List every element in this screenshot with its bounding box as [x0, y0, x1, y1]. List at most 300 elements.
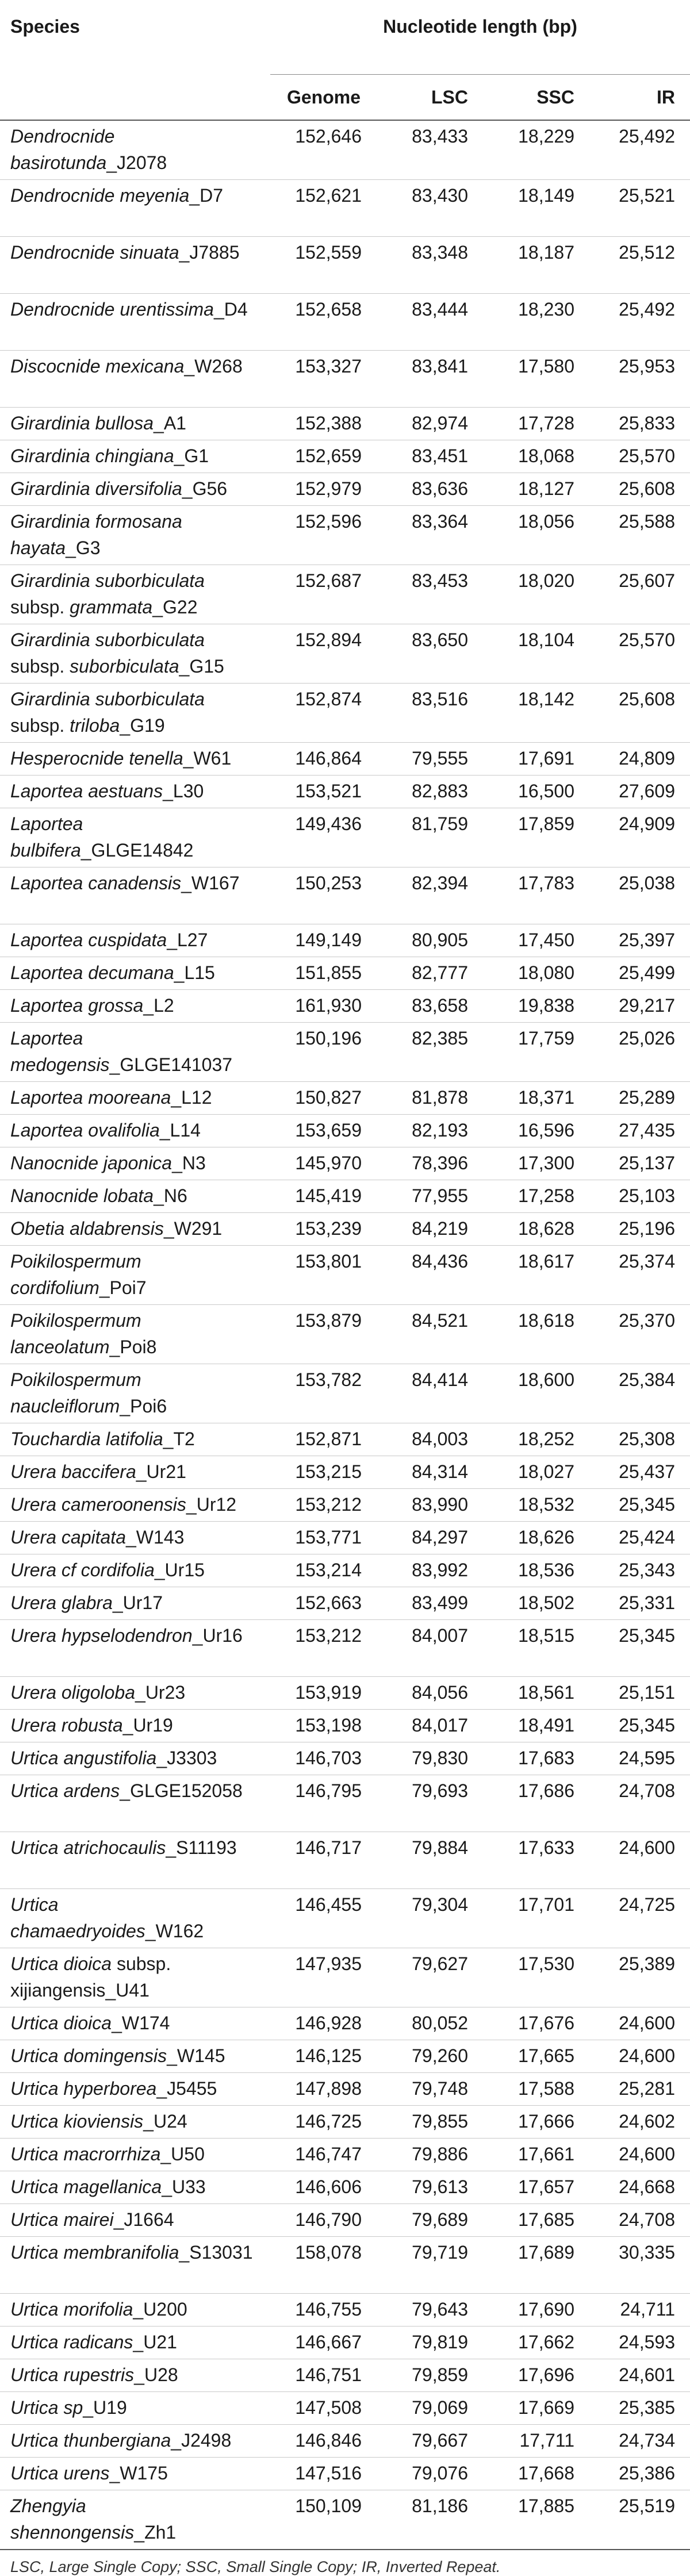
- species-name: Poikilospermum cordifolium: [10, 1251, 141, 1298]
- ir-cell: 25,512: [589, 237, 690, 294]
- subspecies-abbrev: subsp.: [10, 656, 70, 677]
- genome-cell: 147,508: [270, 2392, 377, 2425]
- sample-code: _D4: [213, 299, 248, 320]
- lsc-cell: 79,260: [377, 2040, 483, 2073]
- table-row: [0, 808, 690, 867]
- genome-cell: 153,212: [270, 1620, 377, 1677]
- species-cell: [0, 1115, 270, 1147]
- genome-cell: 153,215: [270, 1456, 377, 1489]
- ssc-cell: 18,532: [483, 1489, 589, 1522]
- subspecies-abbrev: subsp.: [10, 597, 70, 617]
- table-row: [0, 1180, 690, 1213]
- ssc-cell: 17,859: [483, 808, 589, 867]
- table-header: [0, 0, 690, 120]
- ir-cell: 24,711: [589, 2294, 690, 2327]
- genome-cell: 153,879: [270, 1305, 377, 1364]
- sample-code: _T2: [163, 1429, 195, 1449]
- sample-code: _G15: [179, 656, 224, 677]
- ssc-cell: 17,657: [483, 2171, 589, 2204]
- ir-cell: 25,196: [589, 1213, 690, 1246]
- species-name: Girardinia suborbiculata: [10, 570, 205, 591]
- sample-code: _G56: [182, 478, 228, 499]
- species-name: Laportea bulbifera: [10, 813, 83, 861]
- species-name: Hesperocnide tenella: [10, 748, 183, 769]
- table-row: [0, 2204, 690, 2237]
- table-row: [0, 1554, 690, 1587]
- ssc-cell: 17,783: [483, 867, 589, 924]
- lsc-cell: 81,878: [377, 1082, 483, 1115]
- ir-cell: 24,734: [589, 2425, 690, 2458]
- species-cell: [0, 1775, 270, 1832]
- genome-cell: 152,596: [270, 506, 377, 565]
- species-name: Urtica kioviensis: [10, 2111, 144, 2132]
- ssc-cell: 18,142: [483, 684, 589, 743]
- sample-code: _N6: [154, 1185, 187, 1206]
- lsc-cell: 84,003: [377, 1423, 483, 1456]
- genome-cell: 153,801: [270, 1246, 377, 1305]
- species-cell: [0, 2294, 270, 2327]
- lsc-cell: 77,955: [377, 1180, 483, 1213]
- lsc-cell: 83,444: [377, 294, 483, 351]
- ir-cell: 25,570: [589, 624, 690, 684]
- ir-cell: 25,289: [589, 1082, 690, 1115]
- genome-cell: 146,846: [270, 2425, 377, 2458]
- table-row: [0, 1213, 690, 1246]
- lsc-cell: 83,992: [377, 1554, 483, 1587]
- table-row: [0, 294, 690, 351]
- ssc-cell: 18,536: [483, 1554, 589, 1587]
- genome-cell: 153,782: [270, 1364, 377, 1423]
- sample-code: _GLGE14842: [80, 840, 194, 861]
- ir-cell: 25,370: [589, 1305, 690, 1364]
- sample-code: _W145: [167, 2045, 225, 2066]
- sample-code: _J5455: [156, 2078, 217, 2099]
- table-row: [0, 2073, 690, 2106]
- ssc-cell: 18,491: [483, 1710, 589, 1742]
- ir-cell: 24,708: [589, 1775, 690, 1832]
- ir-cell: 25,151: [589, 1677, 690, 1710]
- ir-cell: 25,385: [589, 2392, 690, 2425]
- species-cell: [0, 1082, 270, 1115]
- sample-code: _W143: [125, 1527, 185, 1548]
- species-cell: [0, 2458, 270, 2490]
- ir-cell: 25,331: [589, 1587, 690, 1620]
- species-cell: [0, 2171, 270, 2204]
- ir-cell: 25,397: [589, 924, 690, 957]
- sample-code: _D7: [189, 185, 223, 206]
- species-cell: [0, 743, 270, 776]
- subspecies-name: suborbiculata: [70, 656, 179, 677]
- ir-cell: 25,026: [589, 1023, 690, 1082]
- lsc-cell: 83,451: [377, 440, 483, 473]
- subspecies-abbrev: subsp.: [10, 715, 70, 736]
- sample-code: _W167: [181, 873, 240, 893]
- table-row: [0, 1364, 690, 1423]
- ssc-cell: 17,686: [483, 1775, 589, 1832]
- sample-code: _L15: [174, 962, 215, 983]
- species-cell: [0, 1147, 270, 1180]
- genome-cell: 152,871: [270, 1423, 377, 1456]
- table-row: [0, 1948, 690, 2007]
- lsc-cell: 79,884: [377, 1832, 483, 1889]
- ir-cell: 25,588: [589, 506, 690, 565]
- sample-code: _G1: [174, 446, 209, 466]
- species-name: Poikilospermum lanceolatum: [10, 1310, 141, 1357]
- species-name: Urtica domingensis: [10, 2045, 167, 2066]
- ir-cell: 25,519: [589, 2490, 690, 2550]
- species-cell: [0, 1587, 270, 1620]
- table-row: [0, 1832, 690, 1889]
- species-name: Laportea decumana: [10, 962, 174, 983]
- table-row: [0, 1147, 690, 1180]
- ssc-cell: 17,689: [483, 2237, 589, 2294]
- sample-code: _S13031: [179, 2242, 253, 2263]
- lsc-cell: 79,719: [377, 2237, 483, 2294]
- lsc-cell: 84,521: [377, 1305, 483, 1364]
- ssc-cell: 17,685: [483, 2204, 589, 2237]
- table-row: [0, 120, 690, 180]
- sample-code: _Zh1: [134, 2522, 177, 2543]
- ir-cell: 25,345: [589, 1620, 690, 1677]
- genome-cell: 145,419: [270, 1180, 377, 1213]
- lsc-cell: 78,396: [377, 1147, 483, 1180]
- species-name: Girardinia suborbiculata: [10, 629, 205, 650]
- species-cell: [0, 1948, 270, 2007]
- ssc-cell: 17,759: [483, 1023, 589, 1082]
- ssc-cell: 16,596: [483, 1115, 589, 1147]
- species-cell: [0, 1180, 270, 1213]
- ir-cell: 24,725: [589, 1889, 690, 1948]
- species-column-header: Species: [0, 0, 270, 120]
- ssc-cell: 18,561: [483, 1677, 589, 1710]
- species-cell: [0, 1522, 270, 1554]
- sample-code: _Poi6: [120, 1396, 167, 1416]
- species-cell: [0, 1023, 270, 1082]
- lsc-cell: 84,314: [377, 1456, 483, 1489]
- sample-code: _U19: [83, 2397, 127, 2418]
- lsc-cell: 81,759: [377, 808, 483, 867]
- species-name: Dendrocnide urentissima: [10, 299, 214, 320]
- ssc-cell: 18,149: [483, 180, 589, 237]
- sample-code: _G3: [66, 538, 101, 558]
- table-row: [0, 743, 690, 776]
- table-row: [0, 2040, 690, 2073]
- sample-code: _L27: [167, 930, 208, 950]
- lsc-cell: 84,219: [377, 1213, 483, 1246]
- species-name: Urtica ardens: [10, 1780, 120, 1801]
- species-cell: [0, 2490, 270, 2550]
- species-cell: [0, 1620, 270, 1677]
- ir-cell: 24,909: [589, 808, 690, 867]
- ssc-cell: 18,252: [483, 1423, 589, 1456]
- ssc-cell: 18,626: [483, 1522, 589, 1554]
- sample-code: _U33: [162, 2176, 206, 2197]
- table-row: [0, 2171, 690, 2204]
- species-name: Nanocnide lobata: [10, 1185, 154, 1206]
- species-cell: [0, 1305, 270, 1364]
- species-cell: [0, 990, 270, 1023]
- ir-cell: 24,595: [589, 1742, 690, 1775]
- table-row: [0, 351, 690, 408]
- table-row: [0, 2237, 690, 2294]
- table-row: [0, 2490, 690, 2550]
- table-row: [0, 1115, 690, 1147]
- table-row: [0, 1423, 690, 1456]
- sample-code: _Ur21: [136, 1461, 186, 1482]
- lsc-cell: 83,430: [377, 180, 483, 237]
- table-row: [0, 2425, 690, 2458]
- lsc-cell: 80,905: [377, 924, 483, 957]
- ssc-cell: 17,701: [483, 1889, 589, 1948]
- sample-code: _W174: [112, 2013, 170, 2033]
- lsc-cell: 79,069: [377, 2392, 483, 2425]
- ir-cell: 30,335: [589, 2237, 690, 2294]
- species-name: Girardinia bullosa: [10, 413, 154, 433]
- sample-code: _L12: [171, 1087, 212, 1108]
- lsc-cell: 83,433: [377, 120, 483, 180]
- species-cell: [0, 1677, 270, 1710]
- table-row: [0, 180, 690, 237]
- table-row: [0, 2294, 690, 2327]
- species-cell: [0, 2007, 270, 2040]
- ssc-cell: 17,676: [483, 2007, 589, 2040]
- ir-cell: 25,038: [589, 867, 690, 924]
- sample-code: _W268: [184, 356, 243, 377]
- lsc-cell: 79,613: [377, 2171, 483, 2204]
- species-name: Obetia aldabrensis: [10, 1218, 164, 1239]
- ssc-cell: 17,633: [483, 1832, 589, 1889]
- ssc-cell: 17,588: [483, 2073, 589, 2106]
- genome-cell: 153,239: [270, 1213, 377, 1246]
- genome-cell: 153,214: [270, 1554, 377, 1587]
- species-cell: [0, 1889, 270, 1948]
- ir-cell: 24,668: [589, 2171, 690, 2204]
- sample-code: _L30: [163, 781, 204, 801]
- species-name: Dendrocnide sinuata: [10, 242, 179, 263]
- species-cell: [0, 1710, 270, 1742]
- ir-cell: 25,345: [589, 1710, 690, 1742]
- sample-code: _GLGE141037: [109, 1054, 233, 1075]
- table-row: [0, 957, 690, 990]
- table-row: [0, 1889, 690, 1948]
- species-cell: [0, 408, 270, 440]
- lsc-cell: 79,830: [377, 1742, 483, 1775]
- ir-cell: 27,609: [589, 776, 690, 808]
- ir-cell: 25,281: [589, 2073, 690, 2106]
- table-row: [0, 440, 690, 473]
- table-row: [0, 1246, 690, 1305]
- species-name: Urtica radicans: [10, 2332, 133, 2352]
- table-row: [0, 2106, 690, 2139]
- genome-cell: 150,196: [270, 1023, 377, 1082]
- sample-code: _L2: [143, 995, 174, 1016]
- ir-cell: 27,435: [589, 1115, 690, 1147]
- subspecies-name: triloba: [70, 715, 120, 736]
- species-cell: [0, 1364, 270, 1423]
- species-cell: [0, 1456, 270, 1489]
- species-name: Girardinia suborbiculata: [10, 689, 205, 709]
- ir-cell: 25,570: [589, 440, 690, 473]
- table-row: [0, 924, 690, 957]
- genome-cell: 146,755: [270, 2294, 377, 2327]
- genome-cell: 146,928: [270, 2007, 377, 2040]
- ir-cell: 25,374: [589, 1246, 690, 1305]
- table-row: [0, 1522, 690, 1554]
- genome-cell: 147,935: [270, 1948, 377, 2007]
- ssc-cell: 18,600: [483, 1364, 589, 1423]
- subspecies-abbrev: subsp.: [116, 1953, 171, 1974]
- ssc-cell: 18,068: [483, 440, 589, 473]
- lsc-cell: 81,186: [377, 2490, 483, 2550]
- table-row: [0, 1082, 690, 1115]
- table-row: [0, 2007, 690, 2040]
- species-cell: [0, 2139, 270, 2171]
- ssc-cell: 17,696: [483, 2359, 589, 2392]
- table-row: [0, 1587, 690, 1620]
- table-row: [0, 1489, 690, 1522]
- ssc-cell: 18,229: [483, 120, 589, 180]
- species-cell: [0, 440, 270, 473]
- table-row: [0, 565, 690, 624]
- lsc-column-header: LSC: [377, 75, 483, 121]
- ir-cell: 25,607: [589, 565, 690, 624]
- genome-cell: 146,606: [270, 2171, 377, 2204]
- ssc-cell: 17,683: [483, 1742, 589, 1775]
- sample-code: _Ur16: [192, 1625, 243, 1646]
- lsc-cell: 79,855: [377, 2106, 483, 2139]
- ssc-cell: 17,691: [483, 743, 589, 776]
- species-name: Dendrocnide meyenia: [10, 185, 190, 206]
- ssc-cell: 17,530: [483, 1948, 589, 2007]
- species-name: Laportea aestuans: [10, 781, 163, 801]
- species-cell: [0, 684, 270, 743]
- genome-cell: 152,621: [270, 180, 377, 237]
- ssc-cell: 17,711: [483, 2425, 589, 2458]
- table-row: [0, 408, 690, 440]
- nucleotide-length-group-header: Nucleotide length (bp): [270, 0, 690, 75]
- ir-cell: 25,345: [589, 1489, 690, 1522]
- sample-code: _GLGE152058: [120, 1780, 243, 1801]
- lsc-cell: 79,667: [377, 2425, 483, 2458]
- sample-code: _J7885: [179, 242, 240, 263]
- species-cell: [0, 2359, 270, 2392]
- species-cell: [0, 1554, 270, 1587]
- genome-cell: 152,663: [270, 1587, 377, 1620]
- ssc-cell: 18,618: [483, 1305, 589, 1364]
- ir-cell: 24,708: [589, 2204, 690, 2237]
- species-name: Dendrocnide basirotunda: [10, 126, 115, 173]
- species-name: Urera oligoloba: [10, 1682, 136, 1703]
- ssc-cell: 17,580: [483, 351, 589, 408]
- species-name: Urtica hyperborea: [10, 2078, 157, 2099]
- species-name: Laportea grossa: [10, 995, 144, 1016]
- ssc-cell: 18,027: [483, 1456, 589, 1489]
- species-name: Girardinia chingiana: [10, 446, 174, 466]
- genome-cell: 153,659: [270, 1115, 377, 1147]
- table-row: [0, 237, 690, 294]
- ir-cell: 25,492: [589, 294, 690, 351]
- species-cell: [0, 1832, 270, 1889]
- genome-cell: 149,149: [270, 924, 377, 957]
- lsc-cell: 79,627: [377, 1948, 483, 2007]
- lsc-cell: 83,841: [377, 351, 483, 408]
- ssc-cell: 17,300: [483, 1147, 589, 1180]
- sample-code: _J2498: [171, 2430, 232, 2451]
- table-row: [0, 1620, 690, 1677]
- table-row: [0, 2359, 690, 2392]
- table-row: [0, 2392, 690, 2425]
- table-body: [0, 120, 690, 2550]
- genome-cell: 146,667: [270, 2327, 377, 2359]
- ir-cell: 25,137: [589, 1147, 690, 1180]
- sample-code: _U50: [160, 2144, 205, 2164]
- lsc-cell: 79,643: [377, 2294, 483, 2327]
- species-name: Zhengyia shennongensis: [10, 2496, 135, 2543]
- species-name: Laportea mooreana: [10, 1087, 171, 1108]
- genome-cell: 147,516: [270, 2458, 377, 2490]
- species-name: Poikilospermum naucleiflorum: [10, 1369, 141, 1416]
- ssc-cell: 18,080: [483, 957, 589, 990]
- species-cell: [0, 120, 270, 180]
- sample-code: _W162: [145, 1921, 204, 1941]
- lsc-cell: 79,886: [377, 2139, 483, 2171]
- species-name: Urtica atrichocaulis: [10, 1837, 166, 1858]
- table-row: [0, 2458, 690, 2490]
- ssc-cell: 17,450: [483, 924, 589, 957]
- species-cell: [0, 473, 270, 506]
- species-cell: [0, 2040, 270, 2073]
- table-row: [0, 473, 690, 506]
- sample-code: _Ur19: [122, 1715, 173, 1736]
- genome-cell: 153,327: [270, 351, 377, 408]
- ir-cell: 25,492: [589, 120, 690, 180]
- sample-code: _J3303: [156, 1748, 217, 1768]
- lsc-cell: 82,883: [377, 776, 483, 808]
- sample-code: _W175: [109, 2463, 168, 2483]
- species-cell: [0, 924, 270, 957]
- species-cell: [0, 1489, 270, 1522]
- ssc-cell: 18,515: [483, 1620, 589, 1677]
- table-row: [0, 1742, 690, 1775]
- lsc-cell: 82,974: [377, 408, 483, 440]
- species-name: Urtica angustifolia: [10, 1748, 157, 1768]
- ssc-cell: 18,187: [483, 237, 589, 294]
- lsc-cell: 79,555: [377, 743, 483, 776]
- ir-cell: 24,809: [589, 743, 690, 776]
- lsc-cell: 84,414: [377, 1364, 483, 1423]
- ssc-cell: 17,258: [483, 1180, 589, 1213]
- ssc-cell: 18,127: [483, 473, 589, 506]
- genome-cell: 151,855: [270, 957, 377, 990]
- ir-cell: 25,384: [589, 1364, 690, 1423]
- ir-cell: 25,833: [589, 408, 690, 440]
- genome-cell: 153,771: [270, 1522, 377, 1554]
- species-cell: [0, 1246, 270, 1305]
- species-name: Urtica morifolia: [10, 2299, 133, 2320]
- lsc-cell: 82,777: [377, 957, 483, 990]
- species-name: Urera cameroonensis: [10, 1494, 186, 1515]
- ir-column-header: IR: [589, 75, 690, 121]
- lsc-cell: 84,017: [377, 1710, 483, 1742]
- lsc-cell: 79,693: [377, 1775, 483, 1832]
- species-cell: [0, 237, 270, 294]
- ir-cell: 25,499: [589, 957, 690, 990]
- sample-code: _W291: [163, 1218, 223, 1239]
- table-row: [0, 1775, 690, 1832]
- genome-cell: 152,658: [270, 294, 377, 351]
- ir-cell: 24,602: [589, 2106, 690, 2139]
- lsc-cell: 83,650: [377, 624, 483, 684]
